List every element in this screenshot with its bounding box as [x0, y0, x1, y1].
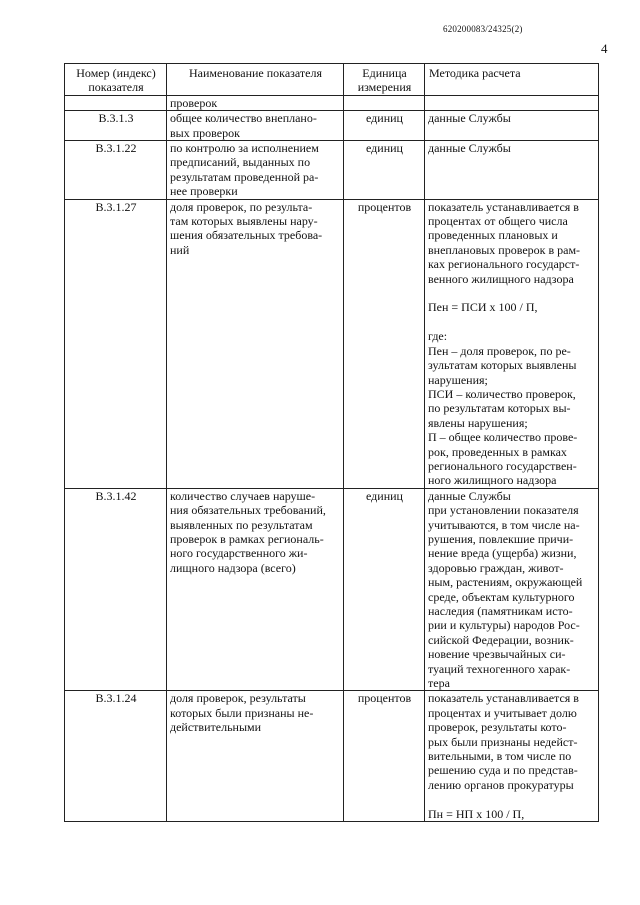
table-row-continuation — [65, 95, 599, 110]
name-line: которых были признаны не- — [170, 705, 314, 720]
cell-method — [425, 199, 599, 488]
cell-code: В.3.1.42 — [65, 488, 167, 691]
table-row — [65, 141, 599, 200]
method-line: рушения, повлекшие причи- — [428, 531, 574, 546]
method-line: среде, объектам культурного — [428, 589, 575, 604]
cell-method — [425, 111, 599, 141]
table-row — [65, 691, 599, 822]
table-header-row — [65, 64, 599, 96]
cell-code: В.3.1.22 — [65, 141, 167, 200]
name-line: действительными — [170, 720, 262, 735]
name-line: проверок в рамках региональ- — [170, 531, 324, 546]
name-line: доля проверок, по результа- — [170, 199, 313, 214]
cell-name — [167, 691, 344, 822]
method-line: показатель устанавливается в — [428, 691, 579, 706]
page-number: 4 — [601, 41, 608, 56]
method-line: данные Службы — [428, 111, 511, 126]
column-header-method: Методика расчета — [425, 64, 599, 96]
cell-method — [425, 488, 599, 691]
method-line: проверок, результаты кото- — [428, 720, 567, 735]
name-line: предписаний, выданных по — [170, 155, 311, 170]
name-line: ний — [170, 242, 190, 257]
cell-unit: процентов — [344, 199, 425, 488]
cell-name — [167, 488, 344, 691]
method-line: ках регионального государст- — [428, 257, 580, 272]
cell-unit: единиц — [344, 111, 425, 141]
method-line: лению органов прокуратуры — [428, 777, 574, 792]
method-line: учитываются, в том числе на- — [428, 517, 580, 532]
cell-code: В.3.1.3 — [65, 111, 167, 141]
method-line: здоровью граждан, живот- — [428, 560, 564, 575]
method-line: данные Службы — [428, 488, 511, 503]
method-line: Пен = ПСИ x 100 / П, — [428, 300, 538, 315]
blank-line — [428, 792, 596, 806]
name-line: доля проверок, результаты — [170, 691, 306, 706]
method-line: зультатам которых выявлены — [428, 358, 577, 373]
name-line: по контролю за исполнением — [170, 141, 319, 156]
cell-method — [425, 691, 599, 822]
method-line: где: — [428, 329, 448, 344]
name-line: ного государственного жи- — [170, 546, 308, 561]
cell-code: В.3.1.24 — [65, 691, 167, 822]
method-line: ного жилищного надзора — [428, 473, 557, 488]
method-line: наследия (памятникам исто- — [428, 604, 573, 618]
method-line: решению суда и по представ- — [428, 763, 578, 778]
blank-line — [428, 315, 596, 329]
method-line: данные Службы — [428, 141, 511, 156]
method-line: туаций техногенного харак- — [428, 661, 571, 676]
table-row — [65, 111, 599, 141]
name-line: лищного надзора (всего) — [170, 560, 296, 575]
method-line: ПСИ – количество проверок, — [428, 386, 576, 401]
method-line: явлены нарушения; — [428, 415, 528, 430]
cell-unit: процентов — [344, 691, 425, 822]
column-header-unit: Единица измерения — [344, 64, 425, 96]
name-line: нее проверки — [170, 184, 238, 199]
method-line: показатель устанавливается в — [428, 199, 579, 214]
method-line: при установлении показателя — [428, 503, 579, 518]
method-line: регионального государствен- — [428, 458, 577, 473]
blank-line — [428, 286, 596, 300]
cell-name: проверок — [167, 95, 344, 110]
name-line: шения обязательных требова- — [170, 228, 323, 243]
name-line: результатам проведенной ра- — [170, 169, 319, 184]
name-line: выявленных по результатам — [170, 517, 313, 532]
name-line: там которых выявлены нару- — [170, 214, 318, 229]
cell-unit: единиц — [344, 488, 425, 691]
method-line: тера — [428, 676, 450, 691]
cell-code — [65, 95, 167, 110]
cell-unit — [344, 95, 425, 110]
indicators-table — [64, 63, 599, 822]
document-id: 620200083/24325(2) — [443, 24, 523, 34]
method-line: П – общее количество прове- — [428, 430, 578, 445]
name-line: общее количество внеплано- — [170, 111, 317, 126]
cell-method — [425, 141, 599, 200]
cell-name — [167, 141, 344, 200]
name-line: вых проверок — [170, 125, 240, 140]
method-line: процентах от общего числа — [428, 214, 568, 229]
name-line: ния обязательных требований, — [170, 503, 326, 518]
method-line: Пн = НП x 100 / П, — [428, 806, 525, 821]
table-body — [65, 95, 599, 821]
table-row — [65, 488, 599, 691]
method-line: рок, проведенных в рамках — [428, 444, 567, 459]
method-line: новение чрезвычайных си- — [428, 647, 566, 662]
method-line: сийской Федерации, возник- — [428, 632, 574, 647]
cell-name — [167, 111, 344, 141]
method-line: по результатам которых вы- — [428, 401, 571, 416]
cell-method — [425, 95, 599, 110]
method-line: ным, растениям, окружающей — [428, 575, 583, 590]
method-line: нение вреда (ущерба) жизни, — [428, 546, 577, 561]
column-header-index: Номер (индекс) показателя — [65, 64, 167, 96]
method-line: вительными, в том числе по — [428, 749, 572, 764]
cell-unit: единиц — [344, 141, 425, 200]
name-line: количество случаев наруше- — [170, 488, 316, 503]
cell-name — [167, 199, 344, 488]
method-line: рии и культуры) народов Рос- — [428, 618, 580, 633]
method-line: внеплановых проверок в рам- — [428, 242, 581, 257]
method-line: нарушения; — [428, 372, 488, 387]
method-line: Пен – доля проверок, по ре- — [428, 343, 571, 358]
method-line: проведенных плановых и — [428, 228, 558, 243]
method-line: процентах и учитывает долю — [428, 705, 577, 720]
table-row — [65, 199, 599, 488]
column-header-name: Наименование показателя — [167, 64, 344, 96]
method-line: венного жилищного надзора — [428, 271, 574, 286]
method-line: рых были признаны недейст- — [428, 734, 578, 749]
cell-code: В.3.1.27 — [65, 199, 167, 488]
